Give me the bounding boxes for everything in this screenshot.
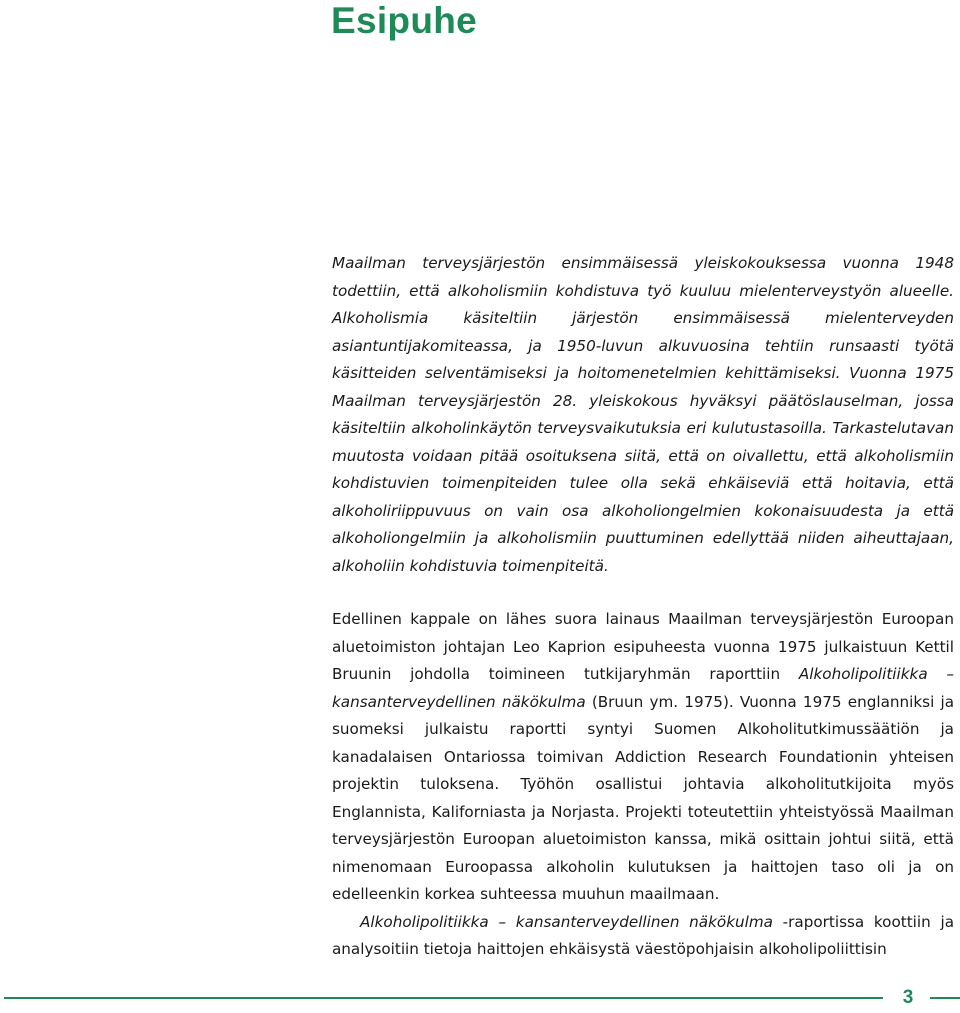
footer-rule-left — [4, 997, 883, 999]
body-text — [332, 606, 954, 964]
report-title-reference: Alkoholipolitiikka – kansanterveydellinen näkökulma — [360, 912, 773, 931]
body-paragraph-2-text: -raportissa koottiin ja analysoitiin tietoja haittojen ehkäisystä väestöpohjaisin alkoholipoliittisin — [332, 912, 954, 958]
intro-paragraph: Maailman terveysjärjestön ensimmäisessä yleiskokouksessa vuonna 1948 todettiin, että alkoholismiin kohdistuva työ kuuluu mielenterveystyön alueelle. Alkoholismia käsiteltiin järjestön ensimmäisessä mielenterveyden asiantuntijakomiteassa, ja 1950-luvun alkuvuosina tehtiin runsaasti työtä käsitteiden selventämiseksi ja hoitomenetelmien kehittämiseksi. Vuonna 1975 Maailman terveysjärjestön 28. yleiskokous hyväksyi päätöslauselman, jossa käsiteltiin alkoholinkäytön terveysvaikutuksia eri kulutustasoilla. Tarkastelutavan muutosta voidaan pitää osoituksena siitä, että on oivallettu, että alkoholismiin kohdistuvien toimenpiteiden tulee olla sekä ehkäiseviä että hoitavia, että alkoholiriippuvuus on vain osa alkoholiongelmien kokonaisuudesta ja että alkoholiongelmiin ja alkoholismiin puuttuminen edellyttää niiden aiheuttajaan, alkoholiin kohdistuvia toimenpiteitä. — [332, 254, 954, 575]
body-paragraph-2 — [332, 909, 954, 964]
body-paragraph-1-text-b: (Bruun ym. 1975). Vuonna 1975 englanniksi ja suomeksi julkaistu raportti syntyi Suomen Alkoholitutkimussäätiön ja kanadalaisen Ontariossa toimivan Addiction Research Foundationin yhteisen projektin tuloksena. Työhön osallistui johtavia alkoholitutkijoita myös Englannista, Kaliforniasta ja Norjasta. Projekti toteutettiin yhteistyössä Maailman terveysjärjestön Euroopan aluetoimiston kanssa, mikä osittain johtui siitä, että nimenomaan Euroopassa alkoholin kulutuksen ja haittojen taso oli ja on edelleenkin korkea suhteessa muuhun maailmaan. — [332, 692, 955, 903]
body-paragraph-1-text-a: Edellinen kappale on lähes suora lainaus Maailman terveysjärjestön Euroopan aluetoimiston johtajan Leo Kaprion esipuheesta vuonna 1975 julkaistuun Kettil Bruunin johdolla toimineen tutkijaryhmän raporttiin — [332, 610, 954, 683]
page-title: Esipuhe — [331, 0, 478, 41]
report-title-citation: Alkoholipolitiikka – kansanterveydellinen näkökulma — [332, 665, 954, 711]
body-paragraph-1 — [332, 606, 954, 909]
footer-rule-right — [930, 997, 960, 999]
page-number: 3 — [902, 987, 914, 1008]
